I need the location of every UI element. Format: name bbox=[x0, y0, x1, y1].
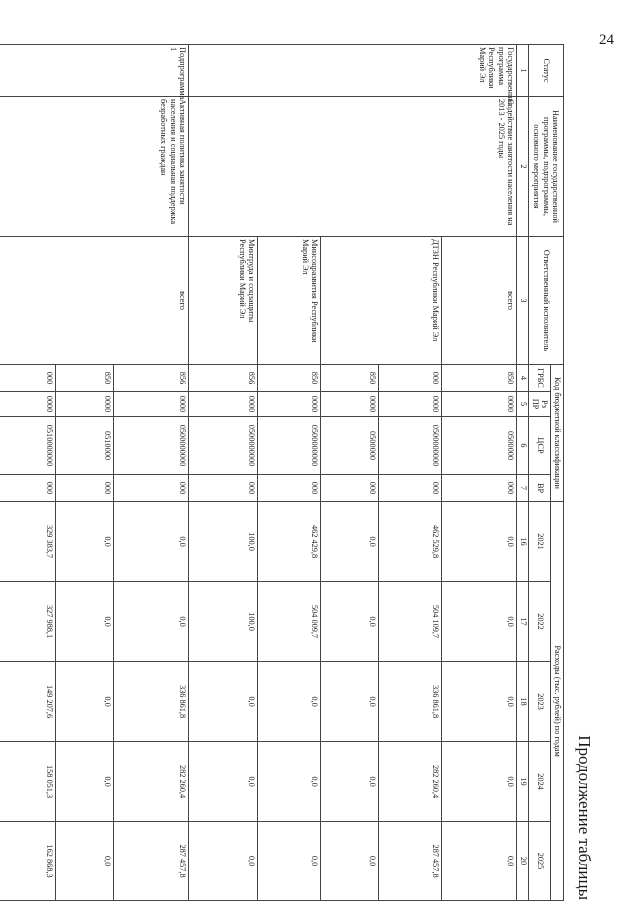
vr-cell: 000 bbox=[321, 475, 379, 502]
value-cell: 504 009,7 bbox=[258, 582, 321, 662]
column-index: 20 bbox=[517, 822, 529, 901]
rzpr-cell: 0000 bbox=[321, 392, 379, 417]
header-csr: ЦСР bbox=[529, 417, 551, 475]
csr-cell: 0510000000 bbox=[0, 417, 56, 475]
value-cell: 336 861,8 bbox=[114, 662, 189, 742]
column-index: 5 bbox=[517, 392, 529, 417]
rzpr-cell: 0000 bbox=[442, 392, 517, 417]
header-year: 2023 bbox=[529, 662, 551, 742]
csr-cell: 0500000 bbox=[321, 417, 379, 475]
executor-cell: Минсоцразвития Республики Марий Эл bbox=[258, 237, 321, 365]
column-index: 16 bbox=[517, 502, 529, 582]
value-cell: 0,0 bbox=[321, 582, 379, 662]
grbs-cell: 850 bbox=[258, 365, 321, 392]
header-grbs: ГРБС bbox=[529, 365, 551, 392]
status-cell: Подпрограмма 1 bbox=[0, 45, 189, 97]
value-cell: 0,0 bbox=[56, 502, 114, 582]
grbs-cell: 000 bbox=[379, 365, 442, 392]
column-index: 19 bbox=[517, 742, 529, 822]
column-index: 18 bbox=[517, 662, 529, 742]
column-index: 3 bbox=[517, 237, 529, 365]
grbs-cell: 856 bbox=[189, 365, 258, 392]
value-cell: 0,0 bbox=[114, 582, 189, 662]
vr-cell: 000 bbox=[114, 475, 189, 502]
program-name-cell: Активная политика занятости населения и социальная поддержка безработных граждан bbox=[0, 97, 189, 237]
value-cell: 0,0 bbox=[442, 822, 517, 901]
table-row bbox=[442, 45, 517, 901]
value-cell: 149 207,6 bbox=[0, 662, 56, 742]
value-cell: 462 529,8 bbox=[379, 502, 442, 582]
value-cell: 0,0 bbox=[321, 502, 379, 582]
executor-cell: Минтруда и соцзащиты Республики Марий Эл bbox=[189, 237, 258, 365]
value-cell: 0,0 bbox=[56, 742, 114, 822]
value-cell: 162 868,3 bbox=[0, 822, 56, 901]
budget-table bbox=[0, 44, 564, 901]
column-index: 17 bbox=[517, 582, 529, 662]
column-index: 7 bbox=[517, 475, 529, 502]
rzpr-cell: 0000 bbox=[114, 392, 189, 417]
value-cell: 100,0 bbox=[189, 502, 258, 582]
header-expenses: Расходы (тыс. рублей) по годам bbox=[551, 502, 564, 901]
csr-cell: 0500000000 bbox=[258, 417, 321, 475]
header-status: Статус bbox=[529, 45, 564, 97]
header-rzpr: Рз ПР bbox=[529, 392, 551, 417]
value-cell: 0,0 bbox=[258, 822, 321, 901]
value-cell: 329 383,7 bbox=[0, 502, 56, 582]
grbs-cell: 000 bbox=[0, 365, 56, 392]
header-executor: Ответственный исполнитель bbox=[529, 237, 564, 365]
vr-cell: 000 bbox=[258, 475, 321, 502]
vr-cell: 000 bbox=[0, 475, 56, 502]
page-number: 24 bbox=[599, 32, 614, 48]
header-year: 2021 bbox=[529, 502, 551, 582]
csr-cell: 0510000 bbox=[56, 417, 114, 475]
value-cell: 0,0 bbox=[189, 662, 258, 742]
value-cell: 0,0 bbox=[442, 662, 517, 742]
value-cell: 336 861,8 bbox=[379, 662, 442, 742]
value-cell: 282 260,4 bbox=[114, 742, 189, 822]
vr-cell: 000 bbox=[442, 475, 517, 502]
header-code: Код бюджетной классификации bbox=[551, 365, 564, 502]
table-continuation-title: Продолжение таблицы bbox=[575, 735, 594, 900]
value-cell: 287 457,8 bbox=[379, 822, 442, 901]
value-cell: 0,0 bbox=[56, 662, 114, 742]
value-cell: 0,0 bbox=[442, 742, 517, 822]
value-cell: 0,0 bbox=[442, 502, 517, 582]
value-cell: 0,0 bbox=[321, 662, 379, 742]
value-cell: 158 051,3 bbox=[0, 742, 56, 822]
rotated-page bbox=[45, 44, 594, 900]
rzpr-cell: 0000 bbox=[189, 392, 258, 417]
rzpr-cell: 0000 bbox=[258, 392, 321, 417]
grbs-cell: 850 bbox=[442, 365, 517, 392]
value-cell: 0,0 bbox=[56, 582, 114, 662]
value-cell: 0,0 bbox=[189, 822, 258, 901]
header-year: 2022 bbox=[529, 582, 551, 662]
vr-cell: 000 bbox=[189, 475, 258, 502]
csr-cell: 0500000000 bbox=[379, 417, 442, 475]
value-cell: 282 260,4 bbox=[379, 742, 442, 822]
column-index: 2 bbox=[517, 97, 529, 237]
column-index: 1 bbox=[517, 45, 529, 97]
value-cell: 504 109,7 bbox=[379, 582, 442, 662]
rzpr-cell: 0000 bbox=[0, 392, 56, 417]
grbs-cell: 850 bbox=[56, 365, 114, 392]
value-cell: 0,0 bbox=[258, 742, 321, 822]
executor-cell: всего bbox=[0, 237, 189, 365]
vr-cell: 000 bbox=[379, 475, 442, 502]
value-cell: 0,0 bbox=[321, 742, 379, 822]
table-row bbox=[114, 45, 189, 901]
csr-cell: 0500000 bbox=[442, 417, 517, 475]
header-year: 2024 bbox=[529, 742, 551, 822]
value-cell: 0,0 bbox=[189, 742, 258, 822]
value-cell: 327 988,1 bbox=[0, 582, 56, 662]
vr-cell: 000 bbox=[56, 475, 114, 502]
header-name: Наименование государственной программы, подпрограммы, основного мероприятия bbox=[529, 97, 564, 237]
value-cell: 0,0 bbox=[321, 822, 379, 901]
rzpr-cell: 0000 bbox=[56, 392, 114, 417]
rzpr-cell: 0000 bbox=[379, 392, 442, 417]
program-name-cell: Содействие занятости населения на 2013 - 2025 годы bbox=[189, 97, 517, 237]
executor-cell: ДТЗН Республики Марий Эл bbox=[321, 237, 442, 365]
header-year: 2025 bbox=[529, 822, 551, 901]
value-cell: 0,0 bbox=[114, 502, 189, 582]
value-cell: 0,0 bbox=[442, 582, 517, 662]
grbs-cell: 850 bbox=[321, 365, 379, 392]
value-cell: 0,0 bbox=[56, 822, 114, 901]
column-index: 6 bbox=[517, 417, 529, 475]
csr-cell: 0500000000 bbox=[189, 417, 258, 475]
value-cell: 100,0 bbox=[189, 582, 258, 662]
value-cell: 287 457,8 bbox=[114, 822, 189, 901]
grbs-cell: 856 bbox=[114, 365, 189, 392]
header-vr: ВР bbox=[529, 475, 551, 502]
value-cell: 0,0 bbox=[258, 662, 321, 742]
status-cell: Государственная программа Республики Марий Эл bbox=[189, 45, 517, 97]
column-index: 4 bbox=[517, 365, 529, 392]
csr-cell: 0500000000 bbox=[114, 417, 189, 475]
executor-cell: всего bbox=[442, 237, 517, 365]
value-cell: 462 429,8 bbox=[258, 502, 321, 582]
